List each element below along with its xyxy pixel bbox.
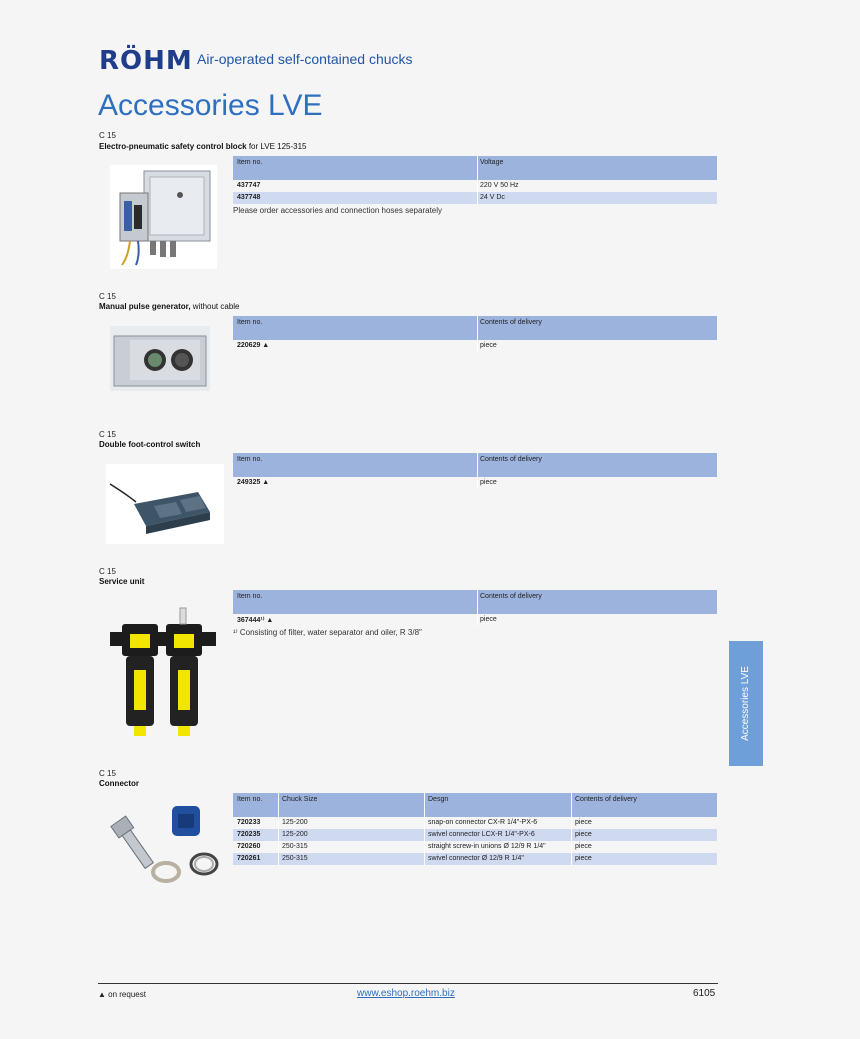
table-row — [233, 340, 717, 352]
table-header — [233, 453, 717, 477]
item-no-cell: 720233 — [237, 819, 261, 826]
contents-cell: piece — [480, 342, 497, 349]
section-note: Please order accessories and connection hoses separately — [233, 206, 443, 215]
chuck-size-cell: 125-200 — [282, 831, 308, 838]
contents-cell: piece — [480, 616, 497, 623]
contents-cell: piece — [575, 831, 592, 838]
column-header-item-no: Item no. — [237, 319, 263, 326]
table-row — [233, 829, 717, 841]
contents-cell: piece — [575, 819, 592, 826]
design-cell: swivel connector LCX-R 1/4"-PX-6 — [428, 831, 535, 838]
table-row — [233, 841, 717, 853]
section-code: C 15 — [99, 131, 116, 140]
section-code: C 15 — [99, 430, 116, 439]
footer-divider — [98, 983, 718, 984]
table-row — [233, 180, 717, 192]
design-cell: straight screw-in unions Ø 12/9 R 1/4" — [428, 843, 546, 850]
section-title: Double foot-control switch — [99, 440, 201, 449]
table-header — [233, 793, 717, 817]
table-header — [233, 156, 717, 180]
column-header-design: Desgn — [428, 796, 449, 803]
section-code: C 15 — [99, 292, 116, 301]
column-divider — [424, 793, 425, 865]
item-no-cell: 249325 ▲ — [237, 479, 270, 486]
control-block-image — [110, 165, 217, 269]
column-divider — [477, 590, 478, 626]
section-title: Electro-pneumatic safety control block for LVE 125-315 — [99, 142, 307, 151]
column-divider — [477, 156, 478, 204]
voltage-cell: 220 V 50 Hz — [480, 182, 519, 189]
column-divider — [571, 793, 572, 865]
item-no-cell: 220629 ▲ — [237, 342, 270, 349]
chuck-size-cell: 250-315 — [282, 843, 308, 850]
section-title: Manual pulse generator, without cable — [99, 302, 240, 311]
page-subtitle: Air-operated self-contained chucks — [197, 51, 413, 67]
item-no-cell: 720235 — [237, 831, 261, 838]
design-cell: snap-on connector CX-R 1/4"-PX-6 — [428, 819, 538, 826]
column-header-chuck-size: Chuck Size — [282, 796, 318, 803]
section-title: Connector — [99, 779, 139, 788]
section-code: C 15 — [99, 769, 116, 778]
column-divider — [477, 453, 478, 489]
pulse-generator-image — [110, 326, 210, 391]
rohm-logo: RÖHM — [99, 46, 193, 76]
contents-cell: piece — [575, 843, 592, 850]
design-cell: swivel connector Ø 12/9 R 1/4" — [428, 855, 524, 862]
item-no-cell: 367444¹⁾ ▲ — [237, 617, 274, 624]
item-no-cell: 437748 — [237, 194, 261, 201]
column-header-contents: Contents of delivery — [480, 319, 542, 326]
section-note: ¹⁾ Consisting of filter, water separator and oiler, R 3/8" — [233, 628, 422, 637]
chuck-size-cell: 125-200 — [282, 819, 308, 826]
chuck-size-cell: 250-315 — [282, 855, 308, 862]
section-title: Service unit — [99, 577, 145, 586]
service-unit-image — [108, 604, 218, 738]
contents-cell: piece — [480, 479, 497, 486]
page-title: Accessories LVE — [98, 89, 323, 122]
foot-switch-image — [106, 464, 224, 544]
side-section-tab — [729, 641, 763, 766]
table-row — [233, 817, 717, 829]
column-divider — [278, 793, 279, 865]
footer-legend: ▲ on request — [98, 990, 146, 999]
column-header-contents: Contents of delivery — [480, 593, 542, 600]
column-header-contents: Contents of delivery — [480, 456, 542, 463]
column-header-item-no: Item no. — [237, 456, 263, 463]
item-no-cell: 720260 — [237, 843, 261, 850]
page-number: 6105 — [693, 988, 716, 999]
column-divider — [477, 316, 478, 352]
table-row — [233, 477, 717, 489]
connector-image — [104, 802, 226, 890]
column-header-contents: Contents of delivery — [575, 796, 637, 803]
table-row — [233, 192, 717, 204]
column-header-item-no: Item no. — [237, 796, 263, 803]
table-header — [233, 316, 717, 340]
section-code: C 15 — [99, 567, 116, 576]
column-header-voltage: Voltage — [480, 159, 504, 166]
table-row — [233, 853, 717, 865]
item-no-cell: 437747 — [237, 182, 261, 189]
column-header-item-no: Item no. — [237, 159, 263, 166]
table-row — [233, 614, 717, 626]
side-tab-label: Accessories LVE — [740, 666, 751, 741]
voltage-cell: 24 V Dc — [480, 194, 505, 201]
item-no-cell: 720261 — [237, 855, 261, 862]
table-header — [233, 590, 717, 614]
column-header-item-no: Item no. — [237, 593, 263, 600]
contents-cell: piece — [575, 855, 592, 862]
footer-url-link[interactable]: www.eshop.roehm.biz — [357, 988, 455, 999]
